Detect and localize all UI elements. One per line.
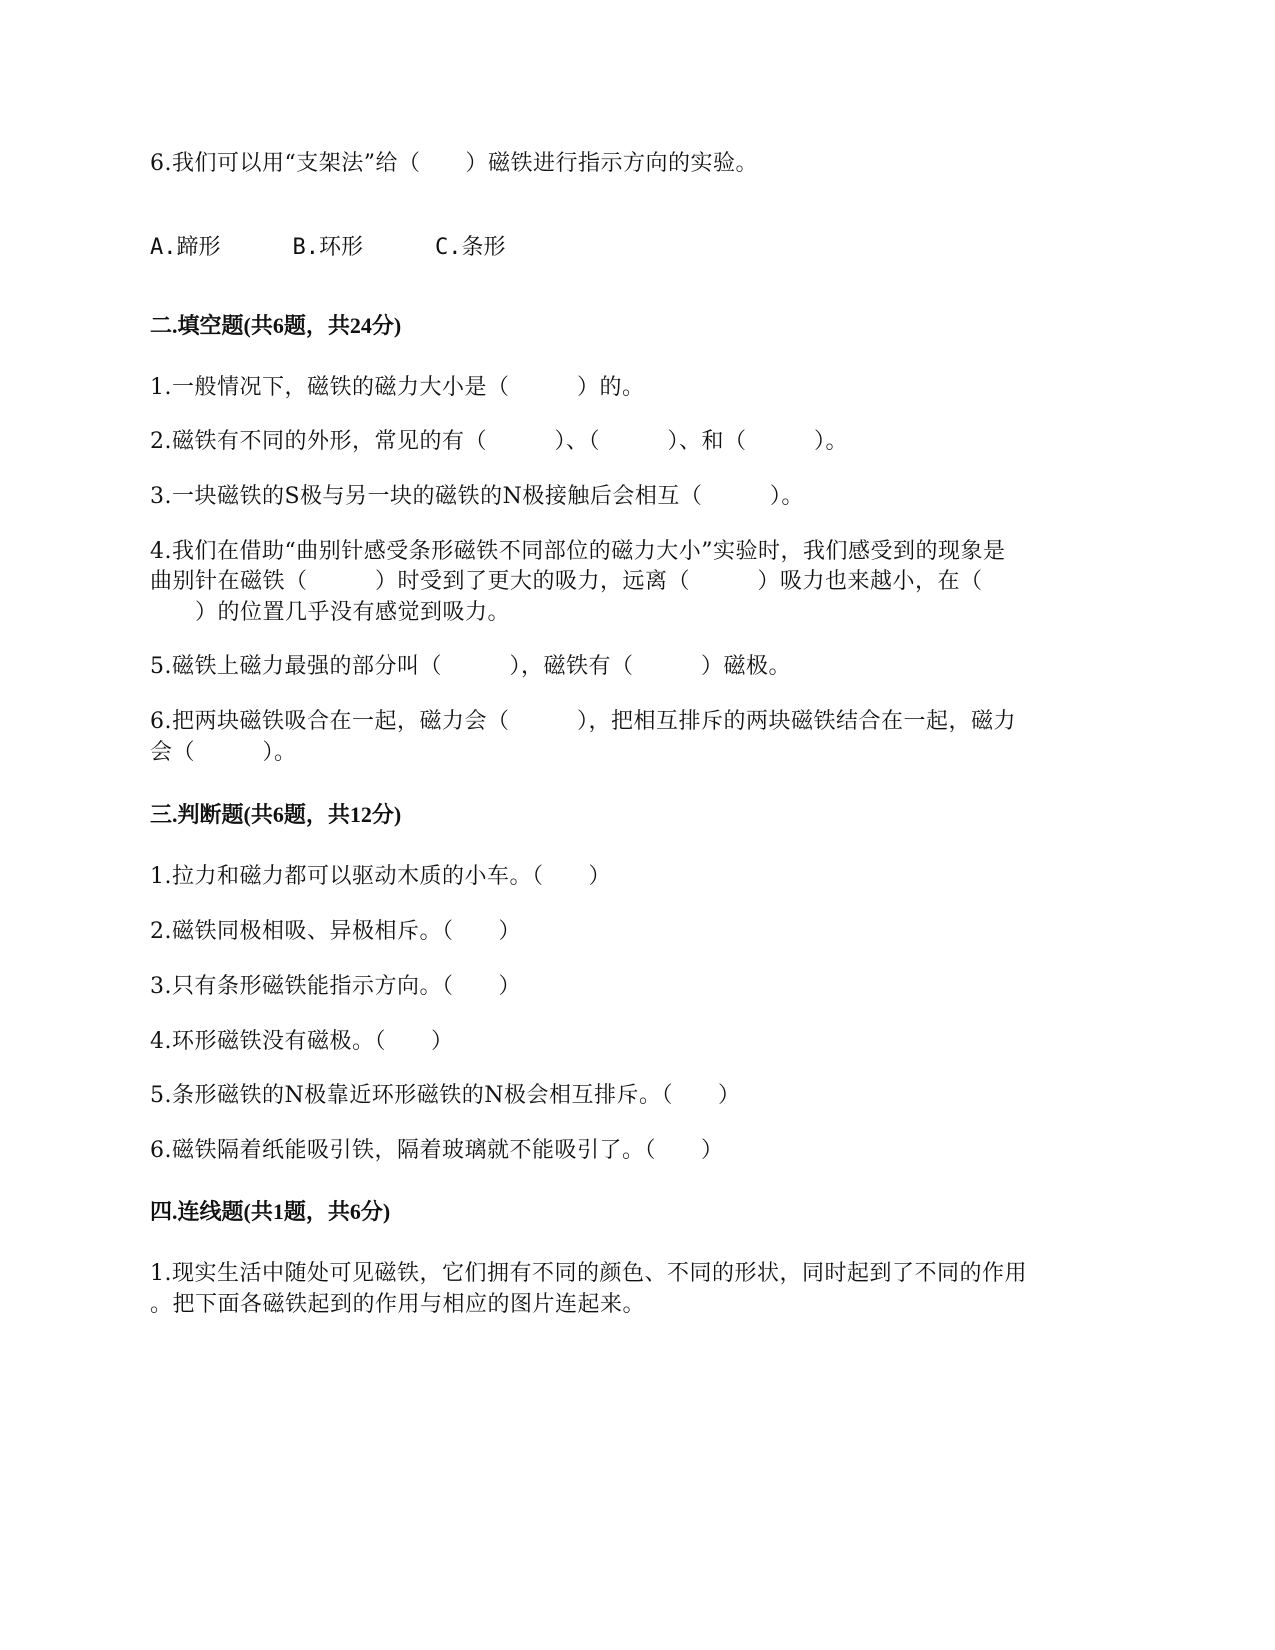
option-b: B.环形 [292, 235, 363, 260]
exam-page [150, 0, 1125, 1650]
tf-question-3: 3.只有条形磁铁能指示方向。（ ） [150, 974, 521, 999]
section-heading-fill-in: 二.填空题(共6题，共24分) [150, 313, 402, 338]
tf-question-2: 2.磁铁同极相吸、异极相斥。（ ） [150, 919, 521, 944]
fill-question-4-line-3: ）的位置几乎没有感觉到吸力。 [150, 600, 511, 625]
question-6-choice: 6.我们可以用“支架法”给（ ）磁铁进行指示方向的实验。 [150, 151, 758, 176]
section-heading-matching: 四.连线题(共1题，共6分) [150, 1199, 391, 1224]
fill-question-4-line-2: 曲别针在磁铁（ ）时受到了更大的吸力，远离（ ）吸力也来越小，在（ [150, 569, 983, 594]
option-c: C.条形 [435, 235, 506, 260]
tf-question-1: 1.拉力和磁力都可以驱动木质的小车。（ ） [150, 864, 611, 889]
fill-question-6-line-2: 会（ ）。 [150, 740, 297, 765]
option-a: A.蹄形 [150, 235, 221, 260]
fill-question-2: 2.磁铁有不同的外形，常见的有（ ）、（ ）、和（ ）。 [150, 429, 848, 454]
match-question-1-line-2: 。把下面各磁铁起到的作用与相应的图片连起来。 [150, 1292, 646, 1317]
fill-question-5: 5.磁铁上磁力最强的部分叫（ ），磁铁有（ ）磁极。 [150, 654, 791, 679]
tf-question-4: 4.环形磁铁没有磁极。（ ） [150, 1029, 454, 1054]
fill-question-4-line-1: 4.我们在借助“曲别针感受条形磁铁不同部位的磁力大小”实验时，我们感受到的现象是 [150, 539, 1006, 564]
fill-question-1: 1.一般情况下，磁铁的磁力大小是（ ）的。 [150, 375, 645, 400]
answer-options [150, 232, 578, 264]
section-heading-true-false: 三.判断题(共6题，共12分) [150, 802, 402, 827]
fill-question-6-line-1: 6.把两块磁铁吸合在一起，磁力会（ ），把相互排斥的两块磁铁结合在一起，磁力 [150, 709, 1016, 734]
tf-question-5: 5.条形磁铁的N极靠近环形磁铁的N极会相互排斥。（ ） [150, 1083, 741, 1108]
tf-question-6: 6.磁铁隔着纸能吸引铁，隔着玻璃就不能吸引了。（ ） [150, 1138, 724, 1163]
fill-question-3: 3.一块磁铁的S极与另一块的磁铁的N极接触后会相互（ ）。 [150, 484, 804, 509]
match-question-1-line-1: 1.现实生活中随处可见磁铁，它们拥有不同的颜色、不同的形状，同时起到了不同的作用 [150, 1261, 1027, 1286]
